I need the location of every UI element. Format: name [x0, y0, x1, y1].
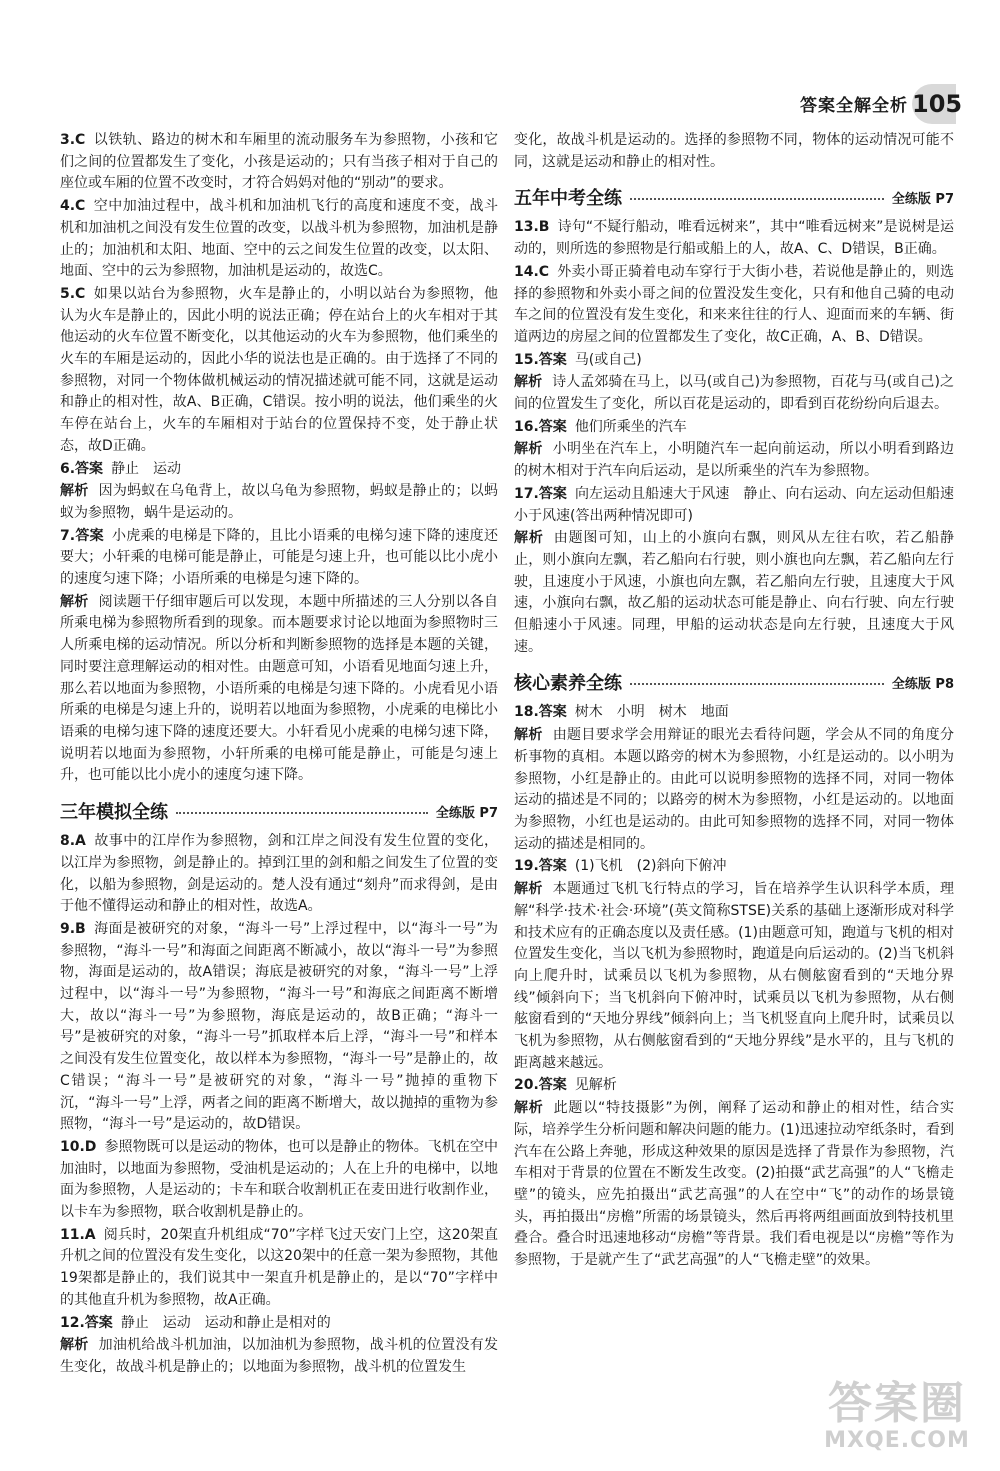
question-12-analysis: 解析 加油机给战斗机加油，以加油机为参照物，战斗机的位置没有发生变化，故战斗机是静止的；以地面为参照物，战斗机的位置发生 — [60, 1337, 499, 1375]
question-18-analysis: 解析 由题目要求学会用辩证的眼光去看待问题，学会从不同的角度分析事物的真相。本题以路旁的树木为参照物，小红是运动的。以小明为参照物，小红是静止的。由此可以说明参照物的选择不同，对同一物体运动的描述是不同的；以路旁的树木为参照物，小红是运动的。以地面为参照物，小红也是运动的。由此可知参照物的选择不同，对同一物体运动的描述是相同的。 — [514, 727, 955, 852]
watermark-url: MXQE.COM — [824, 1428, 970, 1453]
question-12-continued: 变化，故战斗机是运动的。选择的参照物不同，物体的运动情况可能不同，这就是运动和静止的相对性。 — [514, 132, 954, 170]
question-15-answer: 15.答案 马(或自己) — [514, 351, 642, 368]
section-divider — [176, 812, 428, 814]
question-9: 9.B 海面是被研究的对象，“海斗一号”上浮过程中，以“海斗一号”为参照物，“海斗一号”和海面之间距离不断减小，故以“海斗一号”为参照物，海面是运动的，故A错误；海底是被研究的对象，“海斗一号”上浮过程中，以“海斗一号”为参照物，“海斗一号”和海底之间距离不断增大，故以“海斗一号”为参照物，海底是运动的，故B正确；“海斗一号”是被研究的对象，“海斗一号”抓取样本后上浮，“海斗一号”和样本之间没有发生位置变化，故以样本为参照物，“海斗一号”是静止的，故C错误；“海斗一号”是被研究的对象，“海斗一号”抛掉的重物下沉，“海斗一号”上浮，两者之间的距离不断增大，故以抛掉的重物为参照物，“海斗一号”是运动的，故D错误。 — [60, 920, 498, 1133]
question-16-analysis: 解析 小明坐在汽车上，小明随汽车一起向前运动，所以小明看到路边的树木相对于汽车向后运动，是以所乘坐的汽车为参照物。 — [514, 441, 955, 480]
question-7-analysis: 解析 阅读题干仔细审题后可以发现，本题中所描述的三人分别以各自所乘电梯为参照物所看到的现象。而本题要求讨论以地面为参照物时三人所乘电梯的运动情况。所以分析和判断参照物的选择是本题的关键，同时要注意理解运动的相对性。由题意可知，小语看见地面匀速上升，那么若以地面为参照物，小语所乘的电梯是匀速下降的。小虎看见小语所乘的电梯是匀速上升的，说明若以地面为参照物，小虎乘的电梯比小语乘的电梯匀速下降的速度还要大。小轩看见小虎乘的电梯匀速下降，说明若以地面为参照物，小轩所乘的电梯可能是静止，可能是匀速上升，也可能以比小虎小的速度匀速下降。 — [60, 593, 499, 784]
page-header — [0, 86, 1000, 126]
section-divider — [630, 198, 884, 200]
question-15-analysis: 解析 诗人孟郊骑在马上，以马(或自己)为参照物，百花与马(或自己)之间的位置发生了变化，所以百花是运动的，即看到百花纷纷向后退去。 — [514, 374, 954, 413]
question-4: 4.C 空中加油过程中，战斗机和加油机飞行的高度和速度不变，战斗机和加油机之间没有发生位置的改变，以战斗机为参照物，加油机是静止的；加油机和太阳、地面、空中的云之间发生位置的改变，以太阳、地面、空中的云为参照物，加油机是运动的，故选C。 — [60, 198, 498, 280]
section-header-hexin — [514, 666, 954, 698]
question-16-answer: 16.答案 他们所乘坐的汽车 — [514, 418, 687, 435]
section-title: 五年中考全练 — [514, 188, 622, 210]
section-tag: 全练版 P8 — [891, 676, 954, 692]
section-divider — [630, 683, 884, 685]
question-12-answer: 12.答案 静止 运动 运动和静止是相对的 — [60, 1314, 331, 1331]
question-8: 8.A 故事中的江岸作为参照物，剑和江岸之间没有发生位置的变化，以江岸为参照物，剑是静止的。掉到江里的剑和船之间发生了位置的变化，以船为参照物，剑是运动的。楚人没有通过“刻舟”而求得剑，是由于他不懂得运动和静止的相对性，故选A。 — [60, 833, 498, 915]
section-tag: 全练版 P7 — [435, 805, 498, 821]
page-number: 105 — [912, 84, 956, 124]
section-title: 核心素养全练 — [514, 673, 622, 695]
question-6-answer: 6.答案 静止 运动 — [60, 460, 182, 477]
section-title: 三年模拟全练 — [60, 802, 168, 824]
watermark-logo: 答案圈 — [828, 1378, 966, 1429]
question-7-answer: 7.答案 小虎乘的电梯是下降的，且比小语乘的电梯匀速下降的速度还要大；小轩乘的电梯可能是静止，可能是匀速上升，也可能以比小虎小的速度匀速下降；小语所乘的电梯是匀速下降的。 — [60, 527, 498, 588]
header-title: 答案全解全析 — [800, 96, 908, 116]
question-19-analysis: 解析 本题通过飞机飞行特点的学习，旨在培养学生认识科学本质，理解“科学·技术·社会·环境”(英文简称STSE)关系的基础上逐渐形成对科学和技术应有的正确态度以及责任感。(1)由题意可知，跑道与飞机的相对位置发生变化，当以飞机为参照物时，跑道是向后运动的。(2)当飞机斜向上爬升时，试乘员以飞机为参照物，从右侧舷窗看到的“天地分界线”倾斜向下；当飞机斜向下俯冲时，试乘员以飞机为参照物，从右侧舷窗看到的“天地分界线”倾斜向上；当飞机竖直向上爬升时，试乘员以飞机为参照物，从右侧舷窗看到的“天地分界线”是水平的，且与飞机的距离越来越远。 — [514, 881, 955, 1071]
question-13: 13.B 诗句“不疑行船动，唯看远树来”，其中“唯看远树来”是说树是运动的，则所选的参照物是行船或船上的人，故A、C、D错误，B正确。 — [514, 219, 954, 258]
question-14: 14.C 外卖小哥正骑着电动车穿行于大街小巷，若说他是静止的，则选择的参照物和外卖小哥之间的位置没发生变化，只有和他自己骑的电动车之间的位置没有发生变化，和来来往往的行人、迎面而来的车辆、街道两边的房屋之间的位置都发生了变化，故C正确，A、B、D错误。 — [514, 263, 954, 345]
question-5: 5.C 如果以站台为参照物，火车是静止的，小明以站台为参照物，他认为火车是静止的，因此小明的说法正确；停在站台上的火车相对于其他运动的火车位置不断变化，以其他运动的火车为参照物，他们乘坐的火车的车厢是运动的，因此小华的说法也是正确的。由于选择了不同的参照物，对同一个物体做机械运动的情况描述就可能不同，这就是运动和静止的相对性，故A、B正确，C错误。按小明的说法，他们乘坐的火车停在站台上，火车的车厢相对于站台的位置保持不变，处于静止状态，故D正确。 — [60, 285, 498, 454]
question-11: 11.A 阅兵时，20架直升机组成“70”字样飞过天安门上空，这20架直升机之间的位置没有发生变化，以这20架中的任意一架为参照物，其他19架都是静止的，我们说其中一架直升机是静止的，是以“70”字样中的其他直升机为参照物，故A正确。 — [60, 1226, 498, 1308]
question-20-answer: 20.答案 见解析 — [514, 1077, 617, 1094]
question-20-analysis: 解析 此题以“特技摄影”为例，阐释了运动和静止的相对性，结合实际，培养学生分析问题和解决问题的能力。(1)迅速拉动窄纸条时，看到汽车在公路上奔驰，形成这种效果的原因是选择了背景作为参照物，汽车相对于背景的位置在不断发生改变。(2)拍摄“武艺高强”的人“飞檐走壁”的镜头，应先拍摄出“武艺高强”的人在空中“飞”的动作的场景镜头，再拍摄出“房檐”所需的场景镜头，然后再将两组画面放到特技机里叠合。叠合时迅速地移动“房檐”等背景。我们看电视是以“房檐”等作为参照物，于是就产生了“武艺高强”的人“飞檐走壁”的效果。 — [514, 1100, 954, 1269]
question-17-answer: 17.答案 向左运动且船速大于风速 静止、向右运动、向左运动但船速小于风速(答出两种情况即可) — [514, 485, 955, 524]
section-header-sannian — [60, 795, 498, 827]
section-tag: 全练版 P7 — [891, 191, 954, 207]
question-19-answer: 19.答案 (1)飞机 (2)斜向下俯冲 — [514, 858, 727, 875]
right-column — [514, 130, 954, 1273]
question-10: 10.D 参照物既可以是运动的物体，也可以是静止的物体。飞机在空中加油时，以地面为参照物，受油机是运动的；人在上升的电梯中，以地面为参照物，人是运动的；卡车和联合收割机正在麦田进行收割作业，以卡车为参照物，联合收割机是静止的。 — [60, 1138, 498, 1221]
question-3: 3.C 以铁轨、路边的树木和车厢里的流动服务车为参照物，小孩和它们之间的位置都发生了变化，小孩是运动的；只有当孩子相对于自己的座位或车厢的位置不改变时，才符合妈妈对他的“别动”的要求。 — [60, 132, 498, 192]
watermark — [812, 1379, 982, 1459]
section-header-wunian — [514, 181, 954, 213]
left-column — [60, 130, 498, 1380]
question-6-analysis: 解析 因为蚂蚁在乌龟背上，故以乌龟为参照物，蚂蚁是静止的；以蚂蚁为参照物，蜗牛是运动的。 — [60, 483, 499, 521]
question-18-answer: 18.答案 树木 小明 树木 地面 — [514, 704, 729, 721]
question-17-analysis: 解析 由题图可知，山上的小旗向右飘，则风从左往右吹，若乙船静止，则小旗向左飘，若乙船向右行驶，则小旗也向左飘，若乙船向左行驶，且速度小于风速，小旗也向左飘，若乙船向左行驶，且速度大于风速，小旗向右飘，故乙船的运动状态可能是静止、向右行驶、向左行驶但船速小于风速。同理，甲船的运动状态是向左行驶，且速度大于风速。 — [514, 530, 955, 655]
